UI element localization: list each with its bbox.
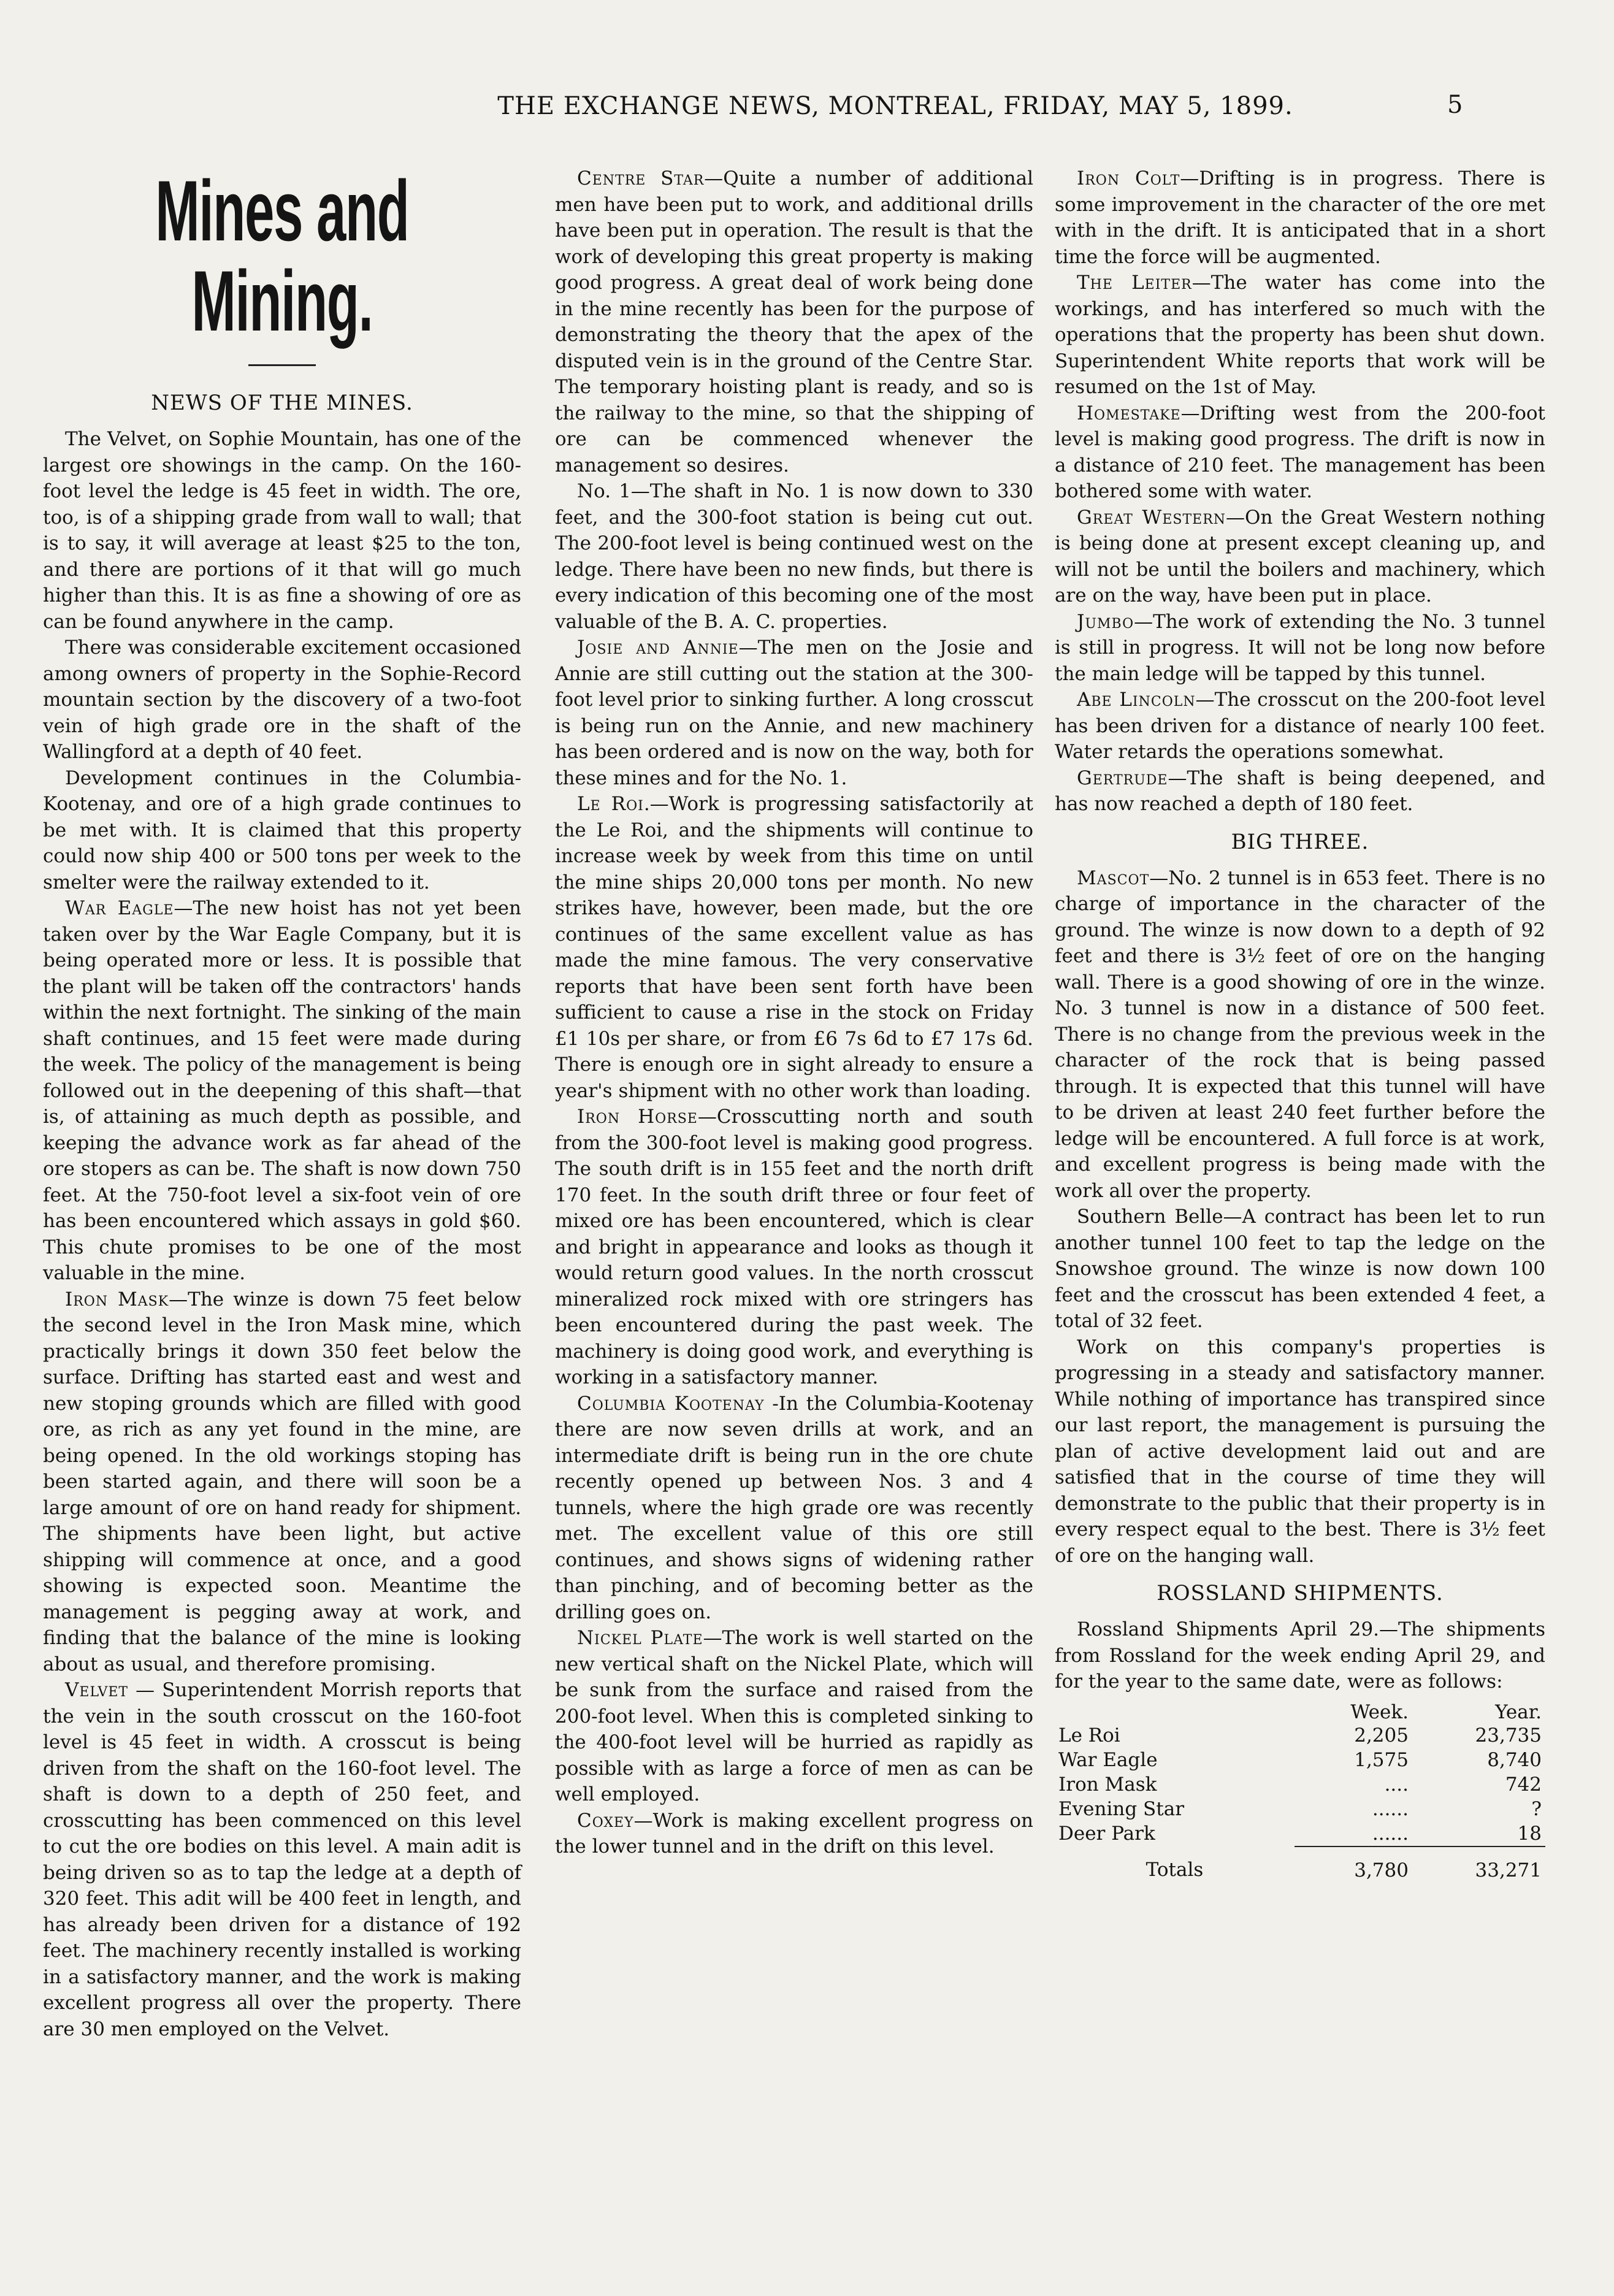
title-rule [248, 364, 316, 366]
article-paragraph [555, 1391, 1033, 1626]
year-value: 33,271 [1412, 1846, 1545, 1883]
week-value: 2,205 [1354, 1724, 1409, 1747]
masthead-title: THE EXCHANGE NEWS, MONTREAL, FRIDAY, MAY 5, 1899. [497, 92, 1293, 120]
shipments-row [1055, 1748, 1545, 1772]
item-heading: Josie and Annie [577, 637, 739, 659]
column-3-body [1055, 166, 1545, 817]
mine-name: War Eagle [1058, 1748, 1158, 1771]
article-paragraph [1055, 270, 1545, 400]
item-heading: Iron Horse [577, 1106, 698, 1128]
shipments-total-row [1055, 1846, 1545, 1883]
item-heading: Gertrude [1077, 767, 1168, 789]
item-heading: Abe Lincoln [1077, 689, 1196, 711]
item-text: The Velvet, on Sophie Mountain, has one of the largest ore showings in the camp. On the 160-foot level the ledge is 45 feet in width. The ore, too, is of a shipping grade from wall to wall; that is to say, it will average at least $25 to the ton, and there are portions of it that will go much higher than this. It is as fine a showing of ore as can be found anywhere in the camp. [43, 428, 521, 633]
article-paragraph [555, 791, 1033, 1104]
year-value: ? [1531, 1797, 1542, 1820]
shipments-row [1055, 1772, 1545, 1797]
article-paragraph [1055, 609, 1545, 687]
section-title: Mines and Mining. [155, 163, 409, 349]
article-paragraph [1055, 166, 1545, 270]
year-value: 8,740 [1487, 1748, 1542, 1771]
article-paragraph [555, 166, 1033, 478]
article-paragraph [43, 426, 521, 635]
item-heading: Great Western [1077, 506, 1226, 529]
article-paragraph [43, 635, 521, 765]
article-paragraph [1055, 400, 1545, 505]
mine-name: Iron Mask [1058, 1773, 1157, 1796]
item-text: —The crosscut on the 200-foot level has been driven for a distance of nearly 100 feet. Water retards the operations somewhat. [1055, 689, 1545, 763]
news-heading: NEWS OF THE MINES. [151, 391, 413, 415]
shipments-table [1055, 1701, 1545, 1883]
item-heading: Iron Colt [1077, 167, 1180, 189]
shipments-row [1055, 1821, 1545, 1846]
big-three-body [1055, 865, 1545, 1569]
item-text: Development continues in the Columbia-Kootenay, and ore of a high grade continues to be met with. It is claimed that this property could now ship 400 or 500 tons per week to the smelter were the railway extended to it. [43, 767, 521, 894]
article-paragraph [43, 765, 521, 896]
week-value: ...... [1372, 1797, 1409, 1820]
header-year: Year. [1495, 1701, 1542, 1723]
shipments-row [1055, 1797, 1545, 1821]
shipments-header-row [1055, 1701, 1545, 1723]
page-number: 5 [1447, 91, 1463, 119]
column-3 [1055, 166, 1545, 1883]
mine-name: Evening Star [1058, 1797, 1185, 1820]
item-text: There was considerable excitement occasioned among owners of property in the Sophie-Record mountain section by the discovery of a two-foot vein of high grade ore in the shaft of the Wallingford at a depth of 40 feet. [43, 637, 521, 763]
column-2 [555, 166, 1033, 1860]
item-heading: Nickel Plate [577, 1627, 703, 1649]
item-text: —Quite a number of additional men have been put to work, and additional drills have been put in operation. The result is that the work of developing this great property is making good progress. A great deal of work being done in the mine recently has been for the purpose of demonstrating the theory that the apex of the disputed vein is in the ground of the Centre Star. The temporary hoisting plant is ready, and so is the railway to the mine, so that the shipping of ore can be commenced whenever the management so desires. [555, 167, 1033, 476]
item-text: —The work of extending the No. 3 tunnel is still in progress. It will not be long now before the main ledge will be tapped by this tunnel. [1055, 610, 1545, 685]
item-text: —Crosscutting north and south from the 300-foot level is making good progress. The south drift is in 155 feet and the north drift 170 feet. In the south drift three or four feet of mixed ore has been encountered, which is clear and bright in appearance and looks as though it would return good values. In the north crosscut mineralized rock mixed with ore stringers has been encountered during the past week. The machinery is doing good work, and everything is working in a satisfactory manner. [555, 1106, 1034, 1388]
mine-name: Deer Park [1058, 1823, 1155, 1845]
big-three-heading: BIG THREE. [1231, 829, 1369, 854]
article-paragraph [555, 1104, 1033, 1391]
week-value: 3,780 [1295, 1846, 1412, 1883]
article-paragraph [555, 1808, 1033, 1860]
item-text: —The work is well started on the new vertical shaft on the Nickel Plate, which will be sunk from the surface and raised from the 200-foot level. When this is completed sinking to the 400-foot level will be hurried as rapidly as possible with as large a force of men as can be well employed. [555, 1627, 1033, 1805]
item-text: —The water has come into the workings, and has interfered so much with the operations that the property has been shut down. Superintendent White reports that work will be resumed on the 1st of May. [1055, 272, 1545, 398]
item-heading: Columbia Kootenay [577, 1392, 765, 1415]
item-heading: Velvet [65, 1679, 129, 1701]
item-text: —The winze is down 75 feet below the second level in the Iron Mask mine, which practically brings it down 350 feet below the surface. Drifting has started east and west and new stoping grounds which are filled with good ore, as rich as any yet found in the mine, are being opened. In the old workings stoping has been started again, and there will soon be a large amount of ore on hand ready for shipment. The shipments have been light, but active shipping will commence at once, and a good showing is expected soon. Meantime the management is pegging away at work, and finding that the balance of the mine is looking about as usual, and therefore promising. [43, 1288, 521, 1675]
shipments-intro: Rossland Shipments April 29.—The shipments from Rossland for the week ending April 29, and for the year to the same date, were as follows: [1055, 1618, 1545, 1693]
item-text: .—Work is progressing satisfactorily at the Le Roi, and the shipments will continue to increase week by week from this time on until the mine ships 20,000 tons per month. No new strikes have, however, been made, but the ore continues of the same excellent value as has made the mine famous. The very conservative reports that have been sent forth have been sufficient to cause a rise in the stock on Friday £1 10s per share, or from £6 7s 6d to £7 17s 6d. There is enough ore in sight already to ensure a year's shipment with no other work than loading. [555, 793, 1033, 1102]
year-value: 18 [1517, 1822, 1542, 1845]
item-text: —On the Great Western nothing is being done at present except cleaning up, and will not be until the boilers and machinery, which are on the way, have been put in place. [1055, 506, 1545, 607]
article-paragraph [1055, 687, 1545, 765]
item-heading: The Leiter [1077, 272, 1192, 294]
item-heading: Centre Star [577, 167, 705, 189]
week-value: ...... [1372, 1822, 1409, 1845]
article-paragraph [555, 1625, 1033, 1808]
item-heading: Coxey [577, 1809, 634, 1832]
item-heading: War Eagle [65, 897, 174, 919]
article-paragraph [555, 478, 1033, 635]
item-text: No. 1—The shaft in No. 1 is now down to 330 feet, and the 300-foot station is being cut out. The 200-foot level is being continued west on the ledge. There have been no new finds, but there is every indication of this becoming one of the most valuable of the B. A. C. properties. [555, 480, 1033, 633]
article-paragraph [43, 1287, 521, 1678]
article-paragraph [1055, 1334, 1545, 1569]
year-value: 742 [1505, 1773, 1542, 1796]
article-paragraph [43, 1677, 521, 2042]
header-week: Week. [1350, 1701, 1409, 1723]
item-text: —Drifting is in progress. There is some improvement in the character of the ore met with in the drift. It is anticipated that in a short time the force will be augmented. [1055, 167, 1545, 268]
item-text: —The shaft is being deepened, and has now reached a depth of 180 feet. [1055, 767, 1545, 815]
item-heading: Homestake [1077, 402, 1181, 424]
item-text: Southern Belle—A contract has been let to run another tunnel 100 feet to tap the ledge on the Snowshoe ground. The winze is now down 100 feet and the crosscut has been extended 4 feet, a total of 32 feet. [1055, 1206, 1545, 1332]
article-paragraph [1055, 505, 1545, 609]
item-text: —Drifting west from the 200-foot level is making good progress. The drift is now in a distance of 210 feet. The management has been bothered some with water. [1055, 402, 1545, 502]
item-heading: Iron Mask [65, 1288, 169, 1311]
article-paragraph [1055, 865, 1545, 1204]
item-text: —The new hoist has not yet been taken over by the War Eagle Company, but it is being operated more or less. It is possible that the plant will be taken off the contractors' hands within the next fortnight. The sinking of the main shaft continues, and 15 feet were made during the week. The policy of the management is being followed out in the deepening of this shaft—that is, of attaining as much depth as possible, and keeping the advance work as far ahead of the ore stopers as can be. The shaft is now down 750 feet. At the 750-foot level a six-foot vein of ore has been encountered which assays in gold $60. This chute promises to be one of the most valuable in the mine. [43, 897, 521, 1284]
article-paragraph [1055, 1204, 1545, 1334]
article-paragraph [1055, 765, 1545, 817]
article-paragraph [555, 635, 1033, 791]
week-value: .... [1384, 1773, 1409, 1796]
item-text: Work on this company's properties is progressing in a steady and satisfactory manner. While nothing of importance has transpired since our last report, the management is pursuing the plan of active development laid out and are satisfied that in the course of time they will demonstrate to the public that their property is in every respect equal to the best. There is 3½ feet of ore on the hanging wall. [1055, 1336, 1545, 1567]
week-value: 1,575 [1354, 1748, 1409, 1771]
item-text: —Work is making excellent progress on the lower tunnel and in the drift on this level. [555, 1809, 1033, 1858]
item-text: —The men on the Josie and Annie are still cutting out the station at the 300-foot level prior to sinking further. A long crosscut is being run on the Annie, and new machinery has been ordered and is now on the way, both for these mines and for the No. 1. [555, 637, 1034, 789]
column-1-body [43, 426, 521, 2042]
mine-name: Totals [1145, 1859, 1204, 1881]
article-paragraph [43, 895, 521, 1287]
mine-name: Le Roi [1058, 1724, 1120, 1747]
item-text: -In the Columbia-Kootenay there are now seven drills at work, and an intermediate drift is being run in the ore chute recently opened up between Nos. 3 and 4 tunnels, where the high grade ore was recently met. The excellent value of this ore still continues, and shows signs of widening rather than pinching, and of becoming better as the drilling goes on. [555, 1392, 1033, 1623]
year-value: 23,735 [1475, 1724, 1542, 1747]
item-text: — Superintendent Morrish reports that the vein in the south crosscut on the 160-foot level is 45 feet in width. A crosscut is being driven from the shaft on the 160-foot level. The shaft is down to a depth of 250 feet, and crosscutting has been commenced on this level to cut the ore bodies on this level. A main adit is being driven so as to tap the ledge at a depth of 320 feet. This adit will be 400 feet in length, and has already been driven for a distance of 192 feet. The machinery recently installed is working in a satisfactory manner, and the work is making excellent progress all over the property. There are 30 men employed on the Velvet. [43, 1679, 521, 2040]
shipments-heading: ROSSLAND SHIPMENTS. [1157, 1581, 1444, 1605]
item-heading: Le Roi [577, 793, 644, 815]
item-heading: Mascot [1077, 867, 1150, 889]
item-text: —No. 2 tunnel is in 653 feet. There is no charge of importance in the character of the ground. The winze is now down to a depth of 92 feet and there is 3½ feet of ore on the hanging wall. There is a good showing of ore in the winze. No. 3 tunnel is now in a distance of 500 feet. There is no change from the previous week in the character of the rock that is being passed through. It is expected that this tunnel will have to be driven at least 240 feet further before the ledge will be encountered. A full force is at work, and excellent progress is being made with the work all over the property. [1055, 867, 1545, 1202]
column-1 [43, 163, 521, 2042]
item-heading: Jumbo [1077, 610, 1134, 633]
shipments-row [1055, 1723, 1545, 1748]
column-2-body [555, 166, 1033, 1860]
